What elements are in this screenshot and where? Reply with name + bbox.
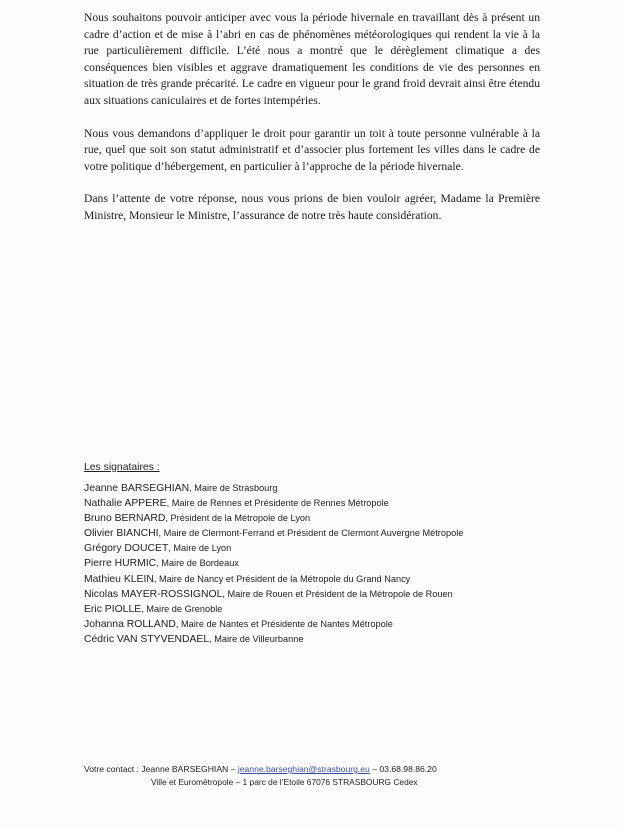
signatory-name: Cédric VAN STYVENDAEL [84, 633, 210, 645]
contact-name: Jeanne BARSEGHIAN [141, 764, 229, 774]
signatory-role: , Maire de Villeurbanne [209, 633, 304, 644]
signatory-row [84, 524, 554, 539]
signatory-row [84, 630, 554, 645]
signatory-row [84, 585, 554, 600]
contact-separator: – [228, 764, 238, 774]
signatory-name: Nathalie APPERE [84, 498, 167, 510]
signatory-name: Jeanne BARSEGHIAN [84, 483, 190, 494]
signatory-name: Grégory DOUCET [84, 543, 169, 555]
signatory-role: , Président de la Métropole de Lyon [165, 513, 311, 524]
signatory-role: , Maire de Bordeaux [156, 558, 239, 569]
signatory-role: , Maire de Grenoble [141, 603, 223, 614]
signatory-name: Nicolas MAYER-ROSSIGNOL [84, 588, 223, 600]
contact-footer [84, 763, 544, 789]
contact-label: Votre contact : [84, 764, 142, 774]
signatory-name: Mathieu KLEIN [84, 573, 154, 585]
signatory-row [84, 479, 554, 494]
signatory-name: Bruno BERNARD [84, 513, 166, 525]
signatory-role: , Maire de Clermont-Ferrand et Président de Clermont Auvergne Métropole [158, 528, 464, 539]
paragraph-right-to-housing: Nous vous demandons d’appliquer le droit pour garantir un toit à toute personne vulnérable à la rue, quel que soit son statut administratif et d’associer plus fortement les villes dans le cadre de votre politique d’hébergement, en particulier à l’approche de la période hivernale. [84, 126, 540, 173]
paragraph-winter-period: Nous souhaitons pouvoir anticiper avec vous la période hivernale en travaillant dès à présent un cadre d’action et de mise à l’abri en cas de phénomènes météorologiques qui rendent la vie à la rue particulièrement difficile. L’été nous a montré que le dérèglement climatique a des conséquences bien visibles et aggrave dramatiquement les conditions de vie des personnes en situation de très grande précarité. Le cadre en vigueur pour le grand froid devrait ainsi être étendu aux situations caniculaires et de fortes intempéries. [84, 11, 540, 107]
contact-separator: – [369, 764, 380, 774]
paragraph-closing: Dans l’attente de votre réponse, nous vous prions de bien vouloir agréer, Madame la Première Ministre, Monsieur le Ministre, l’assurance de notre très haute considération. [84, 192, 540, 222]
signatory-row [84, 494, 554, 509]
signatory-role: , Maire de Lyon [168, 543, 232, 554]
signatory-name: Johanna ROLLAND [84, 618, 176, 630]
signatory-role: , Maire de Nantes et Présidente de Nantes Métropole [175, 618, 393, 629]
signatory-row [84, 509, 554, 524]
signatory-name: Olivier BIANCHI [84, 528, 159, 540]
contact-address: Ville et Eurométropole – 1 parc de l’Etoile 67076 STRASBOURG Cedex [151, 777, 418, 787]
signatories-block [84, 460, 554, 645]
signatory-row [84, 615, 554, 630]
signatory-role: , Maire de Rennes et Présidente de Rennes Métropole [166, 498, 389, 509]
signatory-role: , Maire de Strasbourg [189, 483, 278, 493]
contact-line [84, 763, 544, 776]
signatory-row [84, 539, 554, 554]
signatory-row [84, 600, 554, 615]
signatory-role: , Maire de Nancy et Président de la Métropole du Grand Nancy [153, 573, 411, 584]
contact-phone: 03.68.98.86.20 [379, 764, 437, 774]
letter-body [84, 10, 540, 241]
signatories-heading: Les signataires : [84, 462, 160, 473]
signatory-row [84, 554, 554, 569]
contact-email-link[interactable]: jeanne.barseghian@strasbourg.eu [237, 764, 370, 774]
signatory-role: , Maire de Rouen et Président de la Métropole de Rouen [222, 588, 453, 599]
signatory-row [84, 570, 554, 585]
signatory-name: Pierre HURMIC [84, 558, 157, 570]
signatory-name: Eric PIOLLE [84, 603, 142, 615]
